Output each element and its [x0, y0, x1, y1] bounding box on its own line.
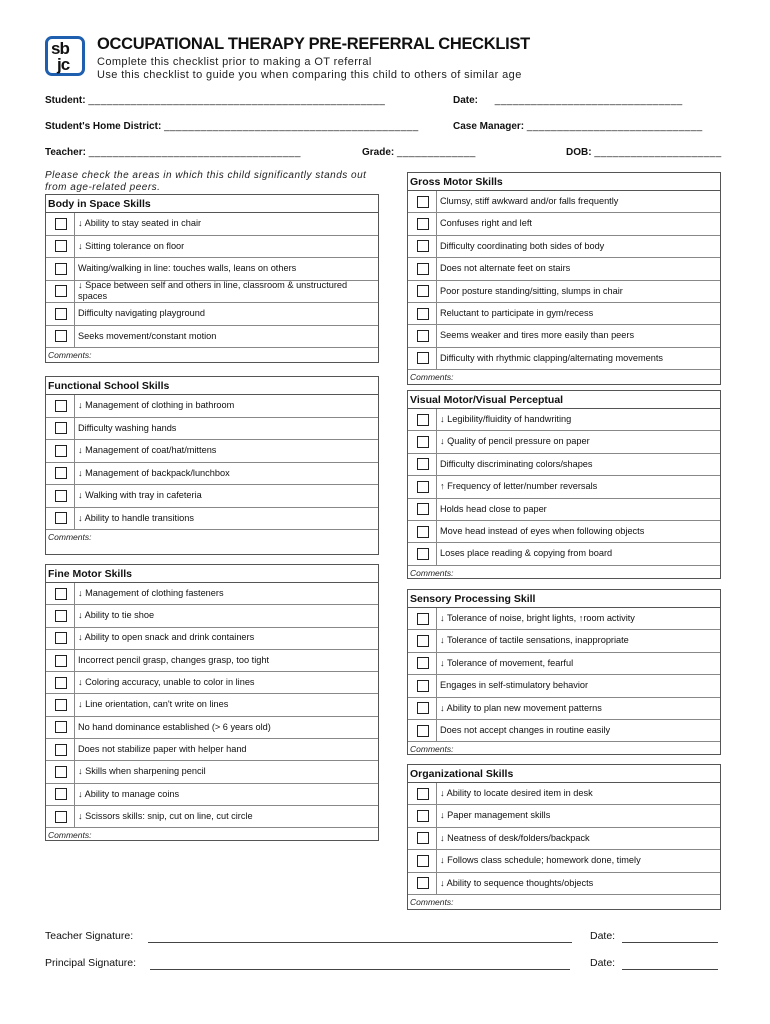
checklist-item [46, 418, 378, 441]
checklist-item-label: ↓ Sitting tolerance on floor [74, 236, 184, 258]
checklist-item [46, 628, 378, 650]
checkbox[interactable] [417, 855, 429, 867]
student-input-line[interactable]: _________________________________________________ [88, 95, 386, 106]
checkbox[interactable] [417, 832, 429, 844]
checkbox[interactable] [417, 548, 429, 560]
checklist-item-label: ↓ Ability to stay seated in chair [74, 213, 201, 235]
checklist-item [46, 303, 378, 326]
comments-field[interactable]: Comments: [410, 744, 454, 755]
sensory-processing-section [407, 589, 721, 755]
checkbox[interactable] [55, 744, 67, 756]
checkbox[interactable] [417, 613, 429, 625]
checklist-item-label: ↓ Coloring accuracy, unable to color in lines [74, 672, 255, 693]
checklist-item [46, 440, 378, 463]
checkbox[interactable] [417, 526, 429, 538]
page-title: OCCUPATIONAL THERAPY PRE-REFERRAL CHECKLIST [97, 35, 530, 53]
district-label: Student's Home District: [45, 121, 162, 132]
teacher-label: Teacher: [45, 147, 86, 158]
checklist-item-label: ↓ Management of clothing in bathroom [74, 395, 234, 417]
checklist-item [408, 191, 720, 213]
checkbox[interactable] [55, 766, 67, 778]
checklist-item-label: ↓ Ability to handle transitions [74, 508, 194, 530]
checkbox[interactable] [417, 263, 429, 275]
checklist-item [46, 508, 378, 531]
checklist-item-label: ↓ Management of clothing fasteners [74, 583, 224, 604]
student-field[interactable] [45, 95, 385, 106]
checklist-item [46, 717, 378, 739]
checklist-item-label: ↓ Space between self and others in line, classroom & unstructured spaces [74, 281, 378, 303]
checklist-item-label: ↓ Neatness of desk/folders/backpack [436, 828, 590, 849]
case-manager-field[interactable] [453, 121, 703, 132]
checklist-item-label: Move head instead of eyes when following objects [436, 521, 644, 542]
checklist-item [46, 326, 378, 349]
checkbox[interactable] [417, 218, 429, 230]
checkbox[interactable] [417, 877, 429, 889]
principal-signature-line[interactable] [150, 969, 570, 970]
checklist-item-label: Seeks movement/constant motion [74, 326, 216, 348]
checklist-item [408, 499, 720, 521]
checkbox[interactable] [55, 699, 67, 711]
checklist-item-label: Seems weaker and tires more easily than peers [436, 325, 634, 346]
checkbox[interactable] [55, 285, 67, 297]
fine-motor-section [45, 564, 379, 841]
checklist-item-label: ↓ Scissors skills: snip, cut on line, cut circle [74, 806, 253, 827]
checklist-item [408, 675, 720, 697]
checklist-item-label: Does not alternate feet on stairs [436, 258, 570, 279]
principal-signature-label: Principal Signature: [45, 957, 137, 969]
checklist-item [408, 783, 720, 805]
comments-field[interactable]: Comments: [410, 896, 454, 907]
checklist-item [46, 694, 378, 716]
checkbox[interactable] [417, 702, 429, 714]
checklist-item-label: ↑ Frequency of letter/number reversals [436, 476, 597, 497]
visual-motor-section [407, 390, 721, 579]
date-label: Date: [453, 95, 479, 106]
checkbox[interactable] [417, 481, 429, 493]
body-section-title: Body in Space Skills [46, 195, 378, 213]
checklist-item-label: Loses place reading & copying from board [436, 543, 612, 564]
checklist-item-label: ↓ Walking with tray in cafeteria [74, 485, 202, 507]
checklist-item-label: ↓ Legibility/fluidity of handwriting [436, 409, 571, 430]
checklist-item [408, 258, 720, 280]
checklist-item [408, 608, 720, 630]
checkbox[interactable] [417, 330, 429, 342]
checklist-item-label: Reluctant to participate in gym/recess [436, 303, 593, 324]
checkbox[interactable] [55, 330, 67, 342]
principal-signature-date-label: Date: [590, 957, 616, 969]
subtitle-2: Use this checklist to guide you when comparing this child to others of similar age [97, 69, 522, 81]
grade-label: Grade: [362, 147, 395, 158]
checklist-item [408, 521, 720, 543]
checkbox[interactable] [417, 725, 429, 737]
teacher-signature-line[interactable] [148, 942, 572, 943]
checklist-item-label: Does not stabilize paper with helper hand [74, 739, 247, 760]
checklist-item [46, 258, 378, 281]
checklist-item [46, 672, 378, 694]
checklist-item [408, 348, 720, 370]
checklist-item [408, 454, 720, 476]
checklist-item [46, 739, 378, 761]
checkbox[interactable] [55, 308, 67, 320]
comments-field[interactable]: Comments: [410, 567, 454, 578]
checklist-item [408, 805, 720, 827]
checklist-item-label: Does not accept changes in routine easily [436, 720, 610, 741]
checklist-item [408, 698, 720, 720]
date-field[interactable] [453, 95, 683, 106]
district-field[interactable] [45, 121, 419, 132]
checklist-item [408, 431, 720, 453]
comments-field[interactable]: Comments: [410, 372, 454, 383]
sensory-section-title: Sensory Processing Skill [408, 590, 720, 608]
checkbox[interactable] [417, 810, 429, 822]
checklist-item-label: Difficulty discriminating colors/shapes [436, 454, 593, 475]
gross-motor-section [407, 172, 721, 385]
checklist-item [408, 213, 720, 235]
dob-label: DOB: [566, 147, 592, 158]
district-input-line[interactable]: __________________________________________ [164, 121, 419, 132]
checklist-item-label: ↓ Tolerance of movement, fearful [436, 653, 573, 674]
checklist-item [408, 828, 720, 850]
checklist-item-label: Difficulty washing hands [74, 418, 176, 440]
checkbox[interactable] [55, 588, 67, 600]
checklist-item [408, 325, 720, 347]
logo-text-bottom: jc [57, 55, 70, 74]
checklist-item [46, 583, 378, 605]
functional-section-title: Functional School Skills [46, 377, 378, 395]
checklist-item-label: ↓ Ability to tie shoe [74, 605, 154, 626]
checkbox[interactable] [55, 721, 67, 733]
checklist-item [46, 395, 378, 418]
teacher-field[interactable] [45, 147, 301, 158]
checklist-item [46, 784, 378, 806]
checkbox[interactable] [417, 240, 429, 252]
checkbox[interactable] [55, 632, 67, 644]
checklist-item [408, 653, 720, 675]
teacher-input-line[interactable]: ___________________________________ [88, 147, 301, 158]
checkbox[interactable] [55, 610, 67, 622]
checklist-item [408, 720, 720, 742]
checklist-item-label: ↓ Ability to plan new movement patterns [436, 698, 602, 719]
checklist-item-label: Engages in self-stimulatory behavior [436, 675, 588, 696]
checklist-item-label: ↓ Tolerance of tactile sensations, inappropriate [436, 630, 629, 651]
checkbox[interactable] [417, 352, 429, 364]
logo-text-top: sb [51, 39, 69, 58]
teacher-signature-label: Teacher Signature: [45, 930, 134, 942]
instructions-note: Please check the areas in which this child significantly stands out from age-related peers. [45, 170, 367, 193]
principal-signature-date-line[interactable] [622, 969, 718, 970]
checkbox[interactable] [55, 788, 67, 800]
checklist-item-label: ↓ Ability to locate desired item in desk [436, 783, 593, 804]
visual-section-title: Visual Motor/Visual Perceptual [408, 391, 720, 409]
checkbox[interactable] [417, 458, 429, 470]
checklist-item-label: ↓ Quality of pencil pressure on paper [436, 431, 590, 452]
checklist-item [408, 543, 720, 565]
checklist-item-label: ↓ Skills when sharpening pencil [74, 761, 206, 782]
checkbox[interactable] [55, 490, 67, 502]
checklist-item-label: Difficulty with rhythmic clapping/alternating movements [436, 348, 663, 369]
checkbox[interactable] [55, 445, 67, 457]
checklist-item [46, 463, 378, 486]
checklist-item [408, 281, 720, 303]
checkbox[interactable] [417, 436, 429, 448]
comments-field[interactable]: Comments: [48, 532, 92, 542]
dob-field[interactable] [566, 147, 722, 158]
checklist-item-label: ↓ Paper management skills [436, 805, 550, 826]
checkbox[interactable] [417, 503, 429, 515]
checklist-item-label: Incorrect pencil grasp, changes grasp, too tight [74, 650, 269, 671]
grade-input-line[interactable]: _____________ [397, 147, 476, 158]
case-manager-input-line[interactable]: _____________________________ [526, 121, 703, 132]
checklist-item-label: Difficulty navigating playground [74, 303, 205, 325]
checkbox[interactable] [55, 218, 67, 230]
checkbox[interactable] [55, 467, 67, 479]
checkbox[interactable] [417, 657, 429, 669]
checkbox[interactable] [417, 196, 429, 208]
body-in-space-section [45, 194, 379, 363]
checkbox[interactable] [417, 414, 429, 426]
dob-input-line[interactable]: _____________________ [594, 147, 722, 158]
subtitle-1: Complete this checklist prior to making a OT referral [97, 56, 372, 68]
checklist-item-label: ↓ Tolerance of noise, bright lights, ↑room activity [436, 608, 635, 629]
checkbox[interactable] [55, 677, 67, 689]
checklist-item-label: ↓ Ability to sequence thoughts/objects [436, 873, 593, 894]
checklist-item [46, 281, 378, 304]
checklist-item-label: ↓ Ability to open snack and drink containers [74, 628, 254, 649]
checkbox[interactable] [55, 263, 67, 275]
checklist-item-label: ↓ Management of backpack/lunchbox [74, 463, 230, 485]
checklist-item [408, 476, 720, 498]
checklist-item [46, 236, 378, 259]
checkbox[interactable] [417, 788, 429, 800]
checklist-item-label: No hand dominance established (> 6 years old) [74, 717, 271, 738]
checklist-item-label: Clumsy, stiff awkward and/or falls frequently [436, 191, 618, 212]
organizational-section [407, 764, 721, 910]
checklist-item [408, 409, 720, 431]
teacher-signature-date-line[interactable] [622, 942, 718, 943]
checklist-item-label: ↓ Line orientation, can't write on lines [74, 694, 228, 715]
sbjc-logo [45, 36, 85, 76]
checkbox[interactable] [417, 285, 429, 297]
checklist-item-label: Poor posture standing/sitting, slumps in chair [436, 281, 623, 302]
checklist-item [408, 236, 720, 258]
case-manager-label: Case Manager: [453, 121, 525, 132]
checklist-item-label: Waiting/walking in line: touches walls, leans on others [74, 258, 296, 280]
checklist-item [408, 873, 720, 895]
checklist-item-label: Difficulty coordinating both sides of body [436, 236, 604, 257]
functional-school-section [45, 376, 379, 555]
checklist-item [46, 761, 378, 783]
checkbox[interactable] [55, 811, 67, 823]
org-section-title: Organizational Skills [408, 765, 720, 783]
comments-field[interactable]: Comments: [48, 350, 92, 360]
checklist-item-label: Confuses right and left [436, 213, 532, 234]
student-label: Student: [45, 95, 86, 106]
teacher-signature-date-label: Date: [590, 930, 616, 942]
checkbox[interactable] [55, 655, 67, 667]
checklist-item [408, 630, 720, 652]
checklist-item-label: ↓ Follows class schedule; homework done, timely [436, 850, 641, 871]
comments-field[interactable]: Comments: [48, 830, 92, 841]
grade-field[interactable] [362, 147, 476, 158]
gross-section-title: Gross Motor Skills [408, 173, 720, 191]
checkbox[interactable] [55, 400, 67, 412]
checkbox[interactable] [55, 240, 67, 252]
checklist-item [46, 605, 378, 627]
checkbox[interactable] [417, 680, 429, 692]
checklist-item [46, 485, 378, 508]
checkbox[interactable] [417, 635, 429, 647]
checklist-item [408, 850, 720, 872]
checklist-item [46, 213, 378, 236]
checklist-item [46, 650, 378, 672]
checkbox[interactable] [55, 512, 67, 524]
checklist-item-label: Holds head close to paper [436, 499, 547, 520]
date-input-line[interactable]: _______________________________ [494, 95, 683, 106]
checklist-item-label: ↓ Management of coat/hat/mittens [74, 440, 216, 462]
fine-section-title: Fine Motor Skills [46, 565, 378, 583]
checkbox[interactable] [417, 308, 429, 320]
checklist-item [46, 806, 378, 828]
checklist-item-label: ↓ Ability to manage coins [74, 784, 179, 805]
checklist-item [408, 303, 720, 325]
checkbox[interactable] [55, 422, 67, 434]
